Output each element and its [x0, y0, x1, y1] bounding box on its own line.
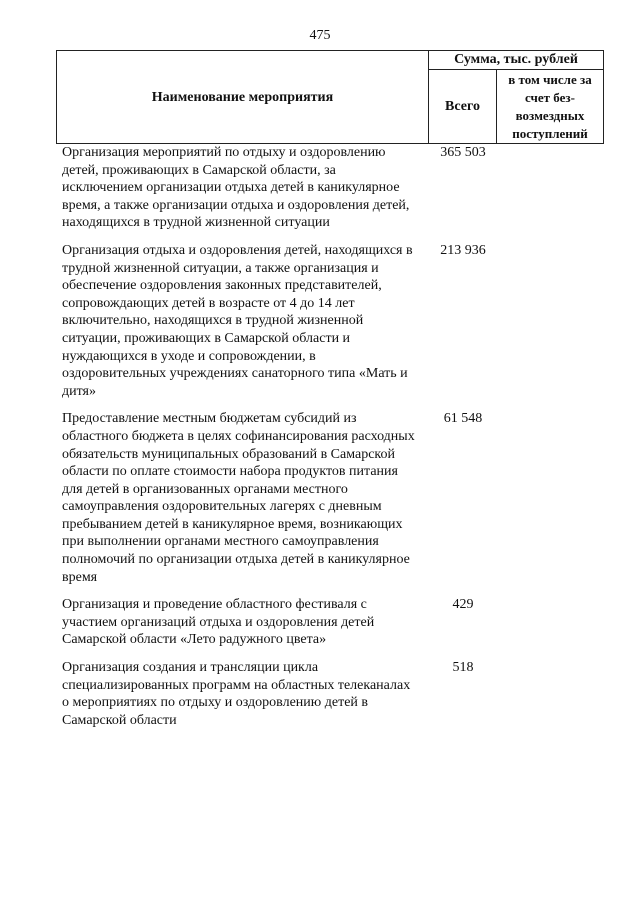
row-name: Организация создания и трансляции цикла специализированных программ на областных телеканалах о мероприятиях по отдыху и оздоровлению детей в Самарской области: [62, 660, 411, 728]
column-header-total: Всего: [429, 70, 497, 144]
column-header-name: Наименование мероприятия: [56, 51, 429, 144]
row-total: 518: [452, 660, 474, 676]
table-row: [56, 242, 604, 400]
row-name: Предоставление местным бюджетам субсидий из областного бюджета в целях софинансирования расходных обязательств муниципальных образований в Самарской области по оплате стоимости набора продуктов питания для детей в организованных органами местного самоуправления оздоровительных лагерях с дневным пребыванием детей в каникулярное время, возникающих при выполнении органами местного самоуправления полномочий по организации отдыха детей в каникулярное время: [62, 411, 415, 585]
table-body: [56, 144, 604, 739]
table-row: [56, 596, 604, 649]
table-row: [56, 410, 604, 586]
page-number: 475: [309, 28, 331, 43]
row-name: Организация и проведение областного фестиваля с участием организаций отдыха и оздоровления детей Самарской области «Лето радужного цвета»: [62, 597, 375, 648]
row-total: 213 936: [440, 242, 486, 258]
row-name: Организация мероприятий по отдыху и оздоровлению детей, проживающих в Самарской области, за исключением организации отдыха детей в каникулярное время, а также организации отдыха и оздоровления детей, находящихся в трудной жизненной ситуации: [62, 145, 410, 231]
row-total: 429: [452, 597, 474, 613]
row-name: Организация отдыха и оздоровления детей, находящихся в трудной жизненной ситуации, а также организация и обеспечение оздоровления законных представителей, сопровождающих детей в возрасте от 4 до 14 лет включительно, находящихся в трудной жизненной ситуации, проживающих в Самарской области и нуждающихся в уходе и сопровождении, в оздоровительных учреждениях санаторного типа «Мать и дитя»: [62, 242, 413, 399]
table-row: [56, 659, 604, 729]
row-total: 61 548: [443, 411, 483, 427]
column-header-sum: Сумма, тыс. рублей: [429, 51, 604, 70]
table-row: [56, 144, 604, 232]
table-header: [56, 50, 604, 144]
column-header-including: в том числе за счет без-возмездных поступлений: [497, 70, 604, 144]
row-total: 365 503: [440, 145, 486, 160]
